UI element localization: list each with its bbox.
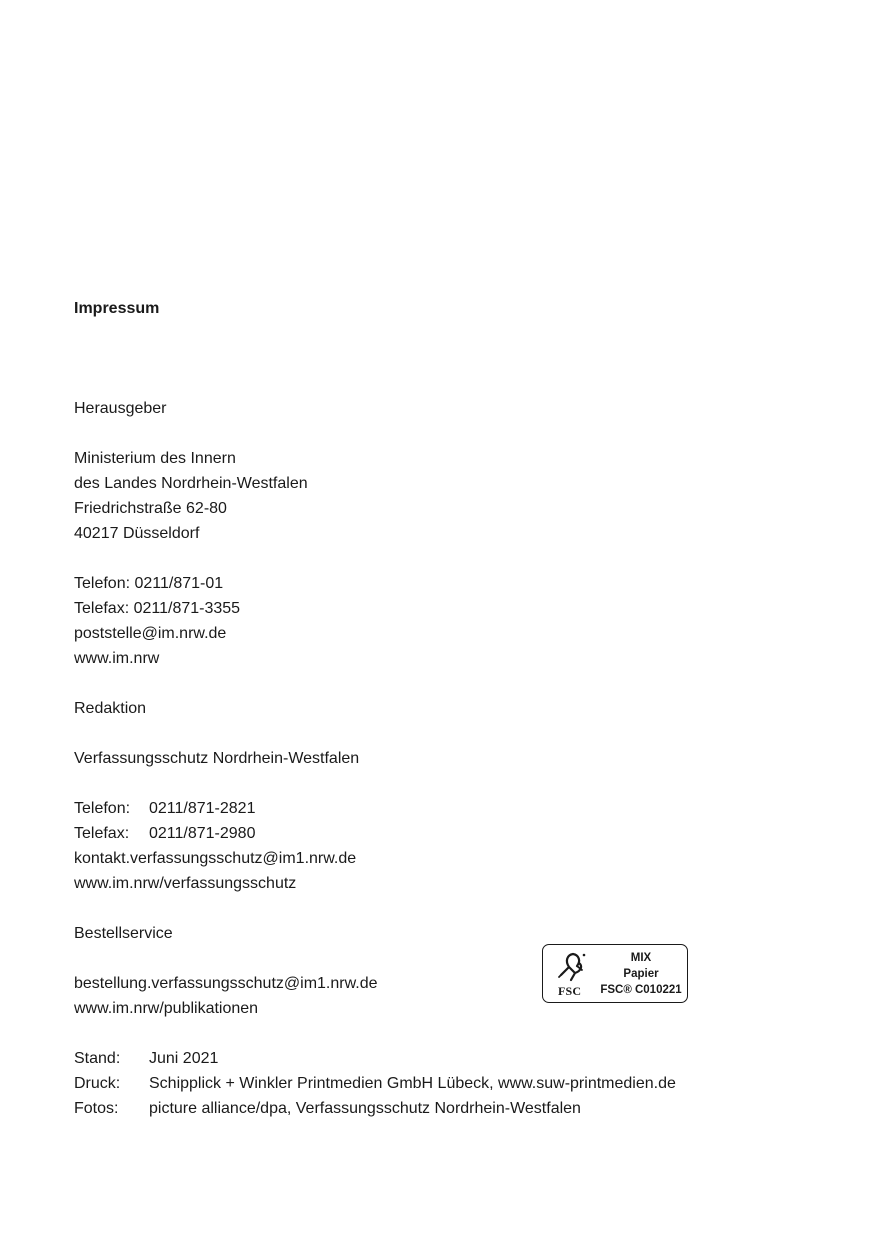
fsc-wordmark: FSC bbox=[558, 984, 582, 998]
editorial-email-link[interactable]: kontakt.verfassungsschutz@im1.nrw.de bbox=[74, 850, 357, 867]
editorial-phone-label: Telefon: bbox=[74, 800, 131, 817]
meta-value: picture alliance/dpa, Verfassungsschutz Nordrhein-Westfalen bbox=[149, 1100, 581, 1117]
meta-label: Fotos: bbox=[74, 1100, 119, 1117]
editorial-web-link[interactable]: www.im.nrw/verfassungsschutz bbox=[74, 875, 297, 892]
meta-value: Juni 2021 bbox=[149, 1050, 219, 1067]
meta-value: Schipplick + Winkler Printmedien GmbH Lübeck, www.suw-printmedien.de bbox=[149, 1075, 676, 1092]
fsc-logo bbox=[543, 945, 599, 1002]
meta-row-druck bbox=[74, 1071, 676, 1096]
meta-row-fotos bbox=[74, 1096, 676, 1121]
publisher-fax: Telefax: 0211/871-3355 bbox=[74, 600, 241, 617]
orders-section bbox=[74, 921, 378, 1021]
publisher-web-link[interactable]: www.im.nrw bbox=[74, 650, 160, 667]
editorial-fax-row bbox=[74, 821, 359, 846]
fsc-paper: Papier bbox=[623, 967, 659, 980]
editorial-fax: 0211/871-2980 bbox=[149, 825, 256, 842]
publisher-address-line: Friedrichstraße 62-80 bbox=[74, 500, 227, 517]
page-title: Impressum bbox=[74, 300, 160, 317]
publisher-email-link[interactable]: poststelle@im.nrw.de bbox=[74, 625, 227, 642]
publisher-phone: Telefon: 0211/871-01 bbox=[74, 575, 224, 592]
orders-email-link[interactable]: bestellung.verfassungsschutz@im1.nrw.de bbox=[74, 975, 378, 992]
publisher-section bbox=[74, 396, 308, 671]
fsc-code: FSC® C010221 bbox=[600, 983, 682, 996]
meta-row-stand bbox=[74, 1046, 676, 1071]
meta-section bbox=[74, 1046, 676, 1121]
editorial-name: Verfassungsschutz Nordrhein-Westfalen bbox=[74, 750, 360, 767]
publisher-address-line: Ministerium des Innern bbox=[74, 450, 236, 467]
editorial-section bbox=[74, 696, 359, 896]
meta-label: Druck: bbox=[74, 1075, 121, 1092]
editorial-fax-label: Telefax: bbox=[74, 825, 130, 842]
editorial-phone: 0211/871-2821 bbox=[149, 800, 256, 817]
orders-heading: Bestellservice bbox=[74, 925, 173, 942]
fsc-tree-icon bbox=[551, 949, 591, 985]
publisher-address-line: des Landes Nordrhein-Westfalen bbox=[74, 475, 308, 492]
editorial-heading: Redaktion bbox=[74, 700, 147, 717]
orders-web-link[interactable]: www.im.nrw/publikationen bbox=[74, 1000, 259, 1017]
meta-label: Stand: bbox=[74, 1050, 121, 1067]
editorial-phone-row bbox=[74, 796, 359, 821]
fsc-label bbox=[599, 950, 687, 998]
publisher-heading: Herausgeber bbox=[74, 400, 167, 417]
fsc-badge bbox=[542, 944, 688, 1003]
publisher-address-line: 40217 Düsseldorf bbox=[74, 525, 200, 542]
fsc-mix: MIX bbox=[630, 951, 652, 964]
